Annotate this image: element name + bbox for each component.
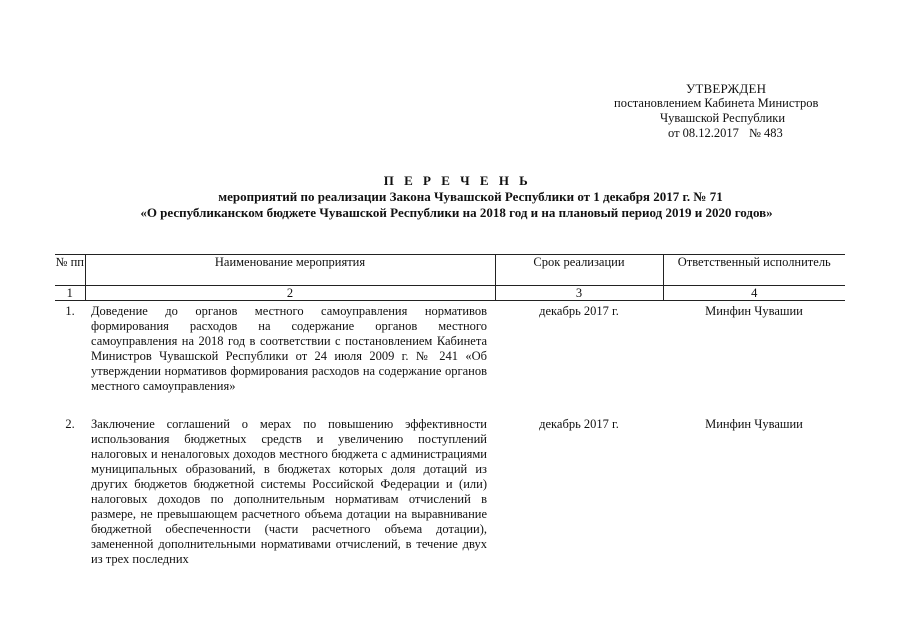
column-number: 3 bbox=[495, 286, 663, 301]
document-title: П Е Р Е Ч Е Н Ь bbox=[383, 173, 532, 188]
row-executor: Минфин Чувашии bbox=[705, 417, 803, 431]
table-header-row bbox=[55, 255, 845, 286]
row-measure-name: Заключение соглашений о мерах по повышению эффективности использования бюджетных средств и увеличению поступлений налоговых и неналоговых доходов местного бюджета с администрациями муниципальных образований, в бюджетах которых доля дотаций из других бюджетов бюджетной системы Российской Федерации и (или) налоговых доходов по дополнительным нормативам отчислений в размере, не превышающем расчетного объема дотации на выравнивание бюджетной обеспеченности (части расчетного объема дотации), замененной дополнительными нормативами отчислений, в течение двух из трех последних bbox=[91, 417, 487, 566]
header-number: № пп bbox=[55, 255, 85, 286]
row-number: 2. bbox=[65, 417, 75, 431]
table-row bbox=[55, 414, 845, 567]
header-executor: Ответственный исполнитель bbox=[663, 255, 845, 286]
approval-date: от 08.12.2017 bbox=[668, 126, 739, 140]
row-measure-name: Доведение до органов местного самоуправления нормативов формирования расходов на содержание органов местного самоуправления на 2018 год в соответствии с постановлением Кабинета Министров Чувашской Республики от 24 июля 2009 г. № 241 «Об утверждении нормативов формирования расходов на содержание органов местного самоуправления» bbox=[91, 304, 487, 393]
approval-date-line bbox=[610, 126, 860, 141]
row-term: декабрь 2017 г. bbox=[539, 417, 619, 431]
column-number-row bbox=[55, 286, 845, 301]
table-row bbox=[55, 301, 845, 415]
column-number: 1 bbox=[55, 286, 85, 301]
measures-table-wrapper bbox=[55, 254, 845, 567]
header-term: Срок реализации bbox=[495, 255, 663, 286]
approval-title: УТВЕРЖДЕН bbox=[686, 81, 767, 96]
header-name: Наименование мероприятия bbox=[85, 255, 495, 286]
approval-line-1: постановлением Кабинета Министров bbox=[614, 96, 819, 110]
row-executor: Минфин Чувашии bbox=[705, 304, 803, 318]
measures-table bbox=[55, 254, 845, 567]
document-subtitle-1: мероприятий по реализации Закона Чувашской Республики от 1 декабря 2017 г. № 71 bbox=[218, 189, 723, 204]
document-title-block bbox=[0, 173, 905, 221]
approval-number: № 483 bbox=[748, 126, 783, 140]
row-term: декабрь 2017 г. bbox=[539, 304, 619, 318]
approval-block bbox=[610, 81, 860, 141]
document-subtitle-2: «О республиканском бюджете Чувашской Республики на 2018 год и на плановый период 2019 и 2020 годов» bbox=[140, 205, 773, 220]
row-number: 1. bbox=[65, 304, 75, 318]
approval-line-2: Чувашской Республики bbox=[660, 111, 786, 125]
column-number: 4 bbox=[663, 286, 845, 301]
column-number: 2 bbox=[85, 286, 495, 301]
